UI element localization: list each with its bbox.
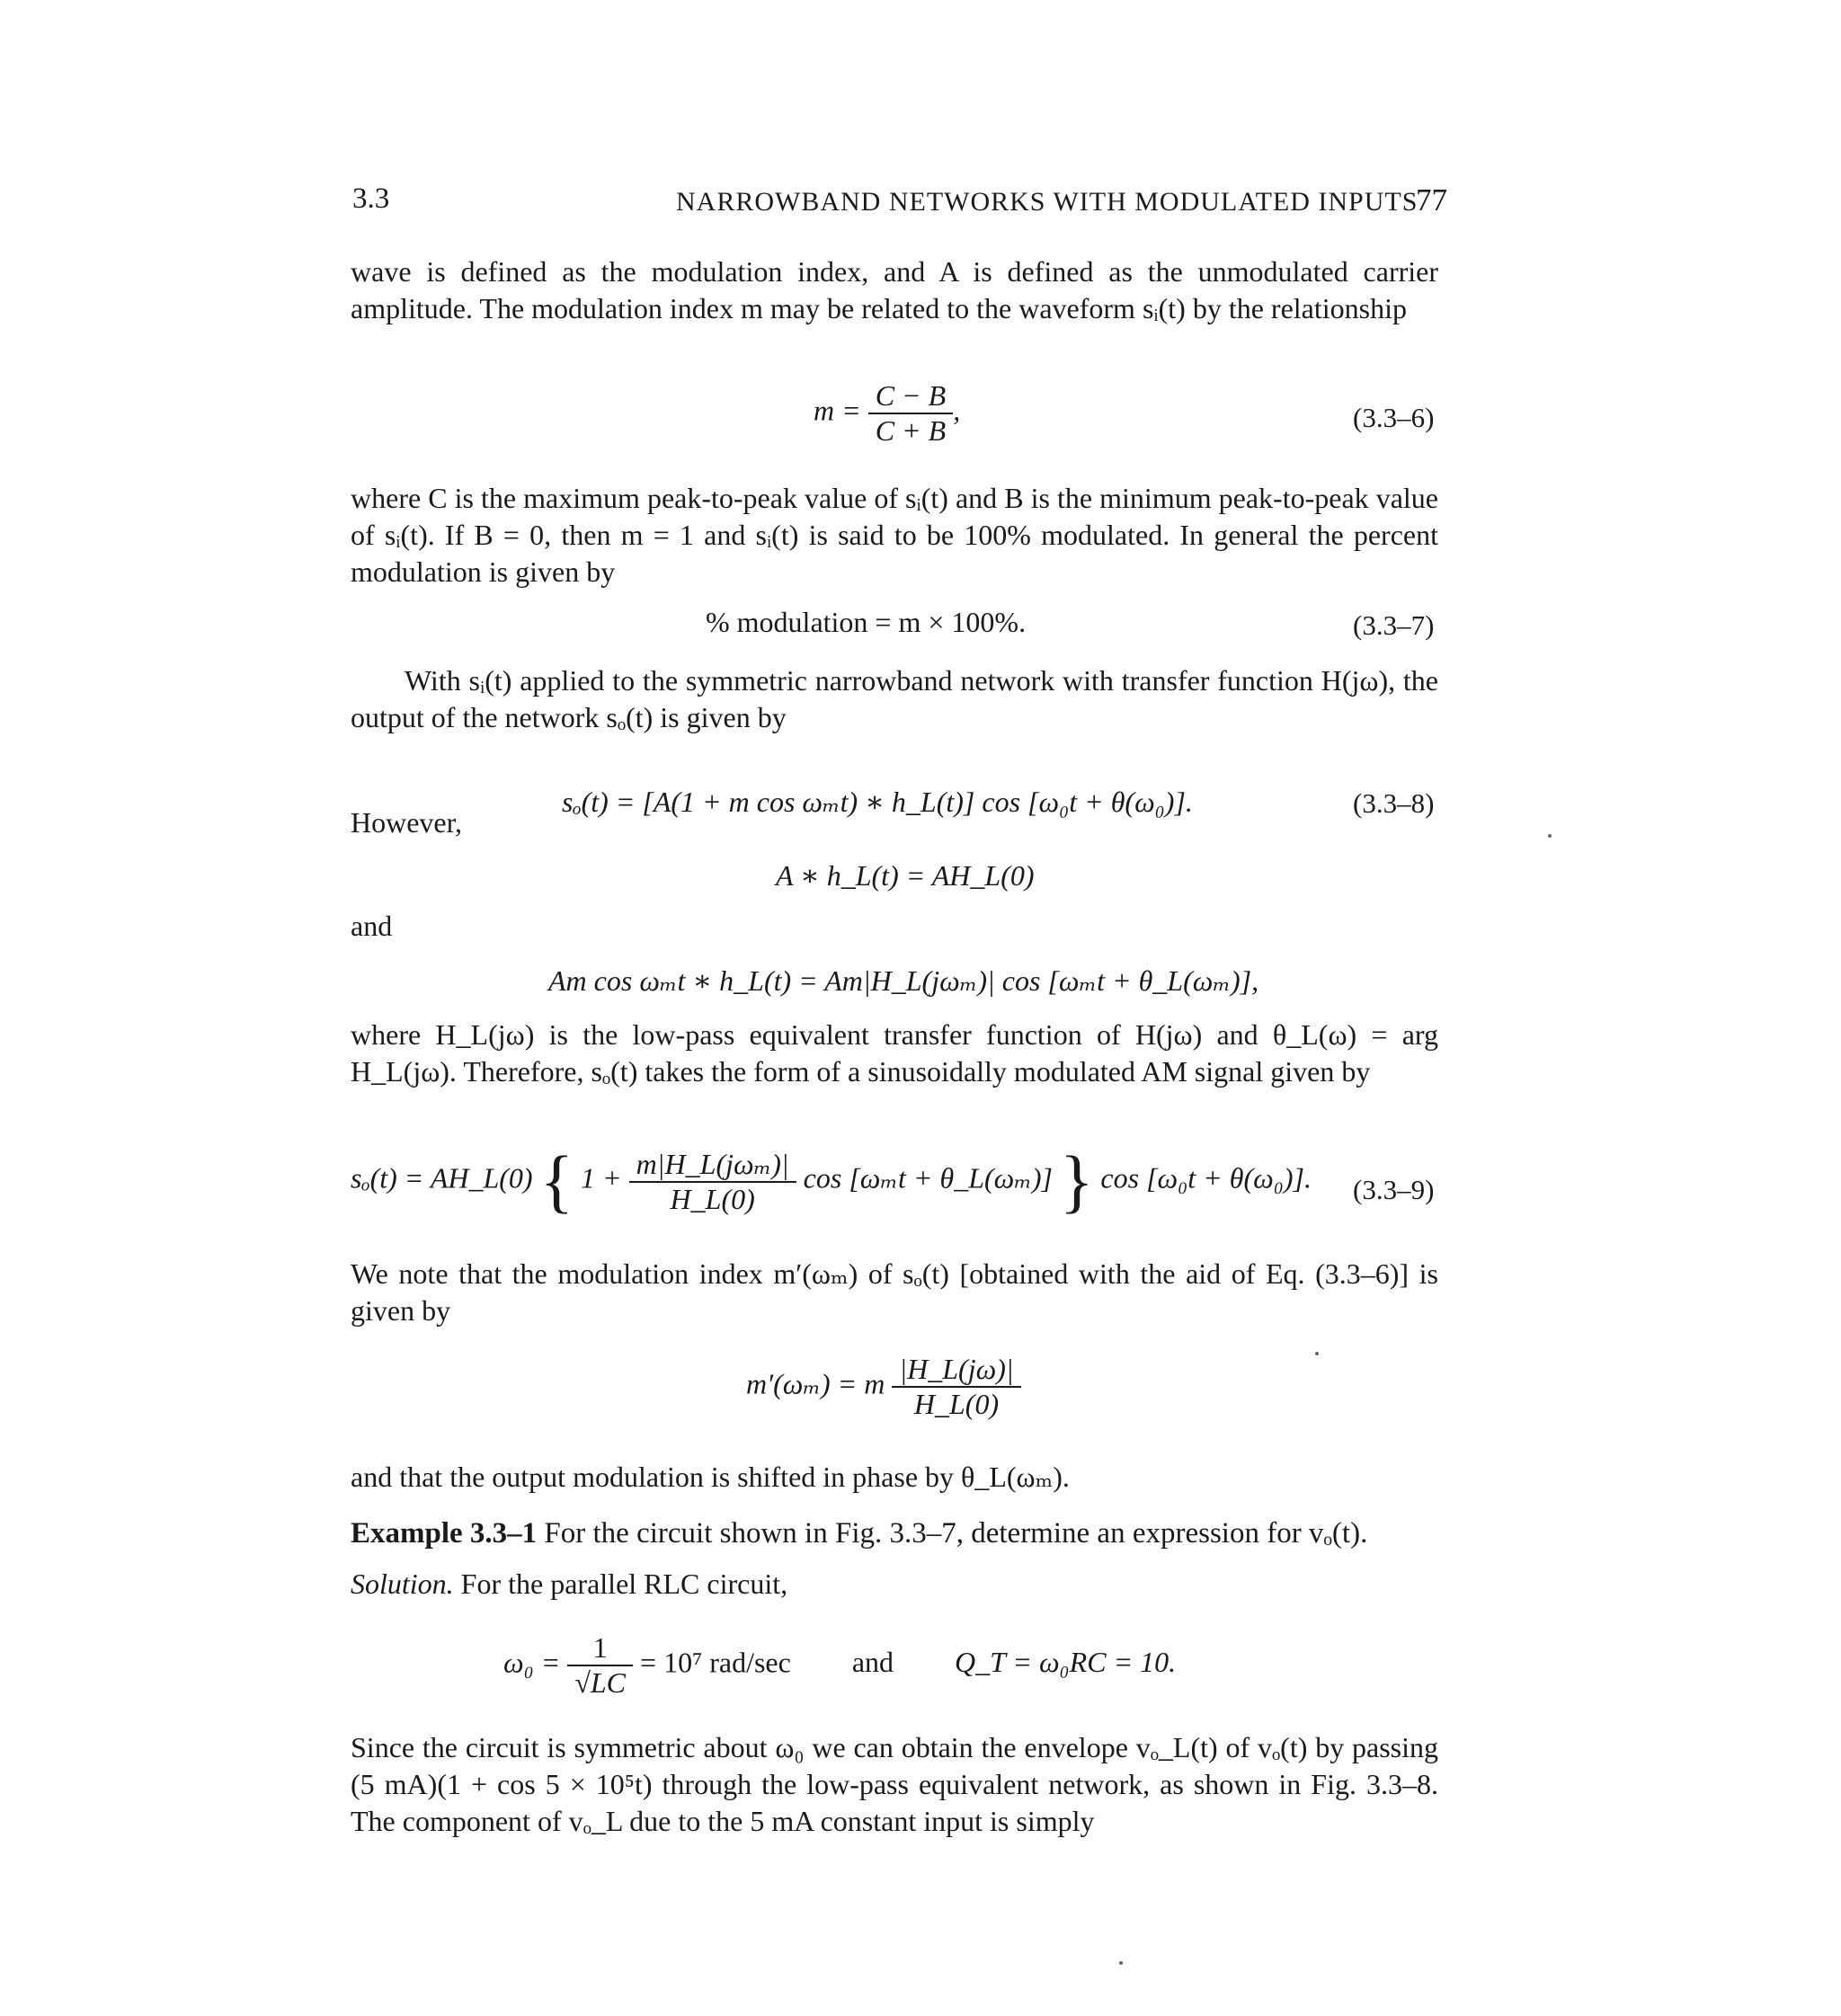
paragraph-network-output: With sᵢ(t) applied to the symmetric narrowband network with transfer function H(jω), the output of the network sₒ(t) is given by — [351, 664, 1438, 733]
eq-quality-factor: Q_T = ω₀RC = 10. — [955, 1646, 1177, 1679]
equation-output-modulation-index — [746, 1353, 1021, 1421]
solution-label: Solution. — [351, 1568, 454, 1600]
fraction-numerator: |H_L(jω)| — [892, 1353, 1020, 1388]
equation-3-3-9 — [351, 1141, 1312, 1220]
paragraph-percent-modulation: where C is the maximum peak-to-peak value of sᵢ(t) and B is the minimum peak-to-peak value of sᵢ(t). If B = 0, then m = 1 and sᵢ(t) is said to be 100% modulated. In general the percent modulation is given by — [351, 482, 1438, 588]
fraction-denominator: H_L(0) — [913, 1388, 1000, 1420]
fraction-numerator: 1 — [567, 1631, 633, 1666]
equation-convolution-dc: A ∗ h_L(t) = AH_L(0) — [776, 859, 1035, 892]
equation-resonant-frequency — [503, 1631, 1176, 1700]
fraction-denominator: C + B — [875, 414, 947, 447]
equation-3-3-6 — [814, 379, 960, 448]
eq-mid: = 10⁷ rad/sec — [640, 1646, 791, 1679]
speck — [1119, 1961, 1123, 1965]
eq-rhs: cos [ω₀t + θ(ω₀)]. — [1100, 1161, 1312, 1195]
paragraph-lowpass-equivalent: where H_L(jω) is the low-pass equivalent transfer function of H(jω) and θ_L(ω) = arg H_L(jω). Therefore, sₒ(t) takes the form of a sinusoidally modulated AM signal given by — [351, 1018, 1438, 1088]
eq-lhs: sₒ(t) = AH_L(0) — [351, 1161, 533, 1195]
page-number: 77 — [1416, 182, 1447, 218]
example-3-3-1 — [351, 1517, 1367, 1550]
fraction — [629, 1147, 796, 1216]
section-number: 3.3 — [352, 182, 390, 215]
fraction — [567, 1631, 633, 1700]
eq-lhs: ω₀ = — [503, 1646, 561, 1679]
speck — [1548, 834, 1552, 838]
equation-number: (3.3–6) — [1353, 402, 1435, 433]
paragraph-modulation-index: wave is defined as the modulation index, and A is defined as the unmodulated carrier amplitude. The modulation index m may be related to the waveform sᵢ(t) by the relationship — [351, 255, 1438, 324]
equation-3-3-8: sₒ(t) = [A(1 + m cos ωₘt) ∗ h_L(t)] cos [ω₀t + θ(ω₀)]. — [562, 786, 1193, 818]
example-text: For the circuit shown in Fig. 3.3–7, determine an expression for vₒ(t). — [544, 1517, 1368, 1550]
fraction — [868, 379, 953, 448]
eq-lhs: m′(ωₘ) = m — [746, 1367, 885, 1400]
text-however: However, — [351, 806, 462, 839]
fraction-numerator: m|H_L(jωₘ)| — [629, 1147, 796, 1183]
eq-and: and — [851, 1646, 894, 1679]
eq-one-plus: 1 + — [581, 1161, 622, 1195]
example-label: Example 3.3–1 — [351, 1517, 538, 1550]
close-brace: } — [1059, 1141, 1094, 1220]
eq-lhs: m = — [814, 394, 861, 427]
speck — [1315, 1352, 1319, 1355]
text-and: and — [351, 910, 393, 942]
paragraph-phase-shift: and that the output modulation is shifted in phase by θ_L(ωₘ). — [351, 1461, 1070, 1493]
equation-number: (3.3–7) — [1353, 609, 1435, 641]
eq-mid: cos [ωₘt + θ_L(ωₘ)] — [803, 1161, 1053, 1195]
equation-number: (3.3–9) — [1353, 1174, 1435, 1205]
equation-number: (3.3–8) — [1353, 787, 1435, 819]
equation-3-3-7: % modulation = m × 100%. — [706, 606, 1027, 638]
fraction — [892, 1353, 1020, 1421]
solution-line — [351, 1568, 787, 1601]
fraction-numerator: C − B — [868, 379, 953, 414]
fraction-denominator: √LC — [574, 1666, 627, 1699]
equation-convolution-ac: Am cos ωₘt ∗ h_L(t) = Am|H_L(jωₘ)| cos [ωₘt + θ_L(ωₘ)], — [548, 964, 1259, 997]
solution-text: For the parallel RLC circuit, — [460, 1568, 788, 1600]
eq-trail: , — [953, 394, 961, 427]
fraction-denominator: H_L(0) — [670, 1182, 755, 1215]
paragraph-envelope: Since the circuit is symmetric about ω₀ we can obtain the envelope vₒ_L(t) of vₒ(t) by passing (5 mA)(1 + cos 5 × 10⁵t) through the low-pass equivalent network, as shown in Fig. 3.3–8. The component of vₒ_L due to the 5 mA constant input is simply — [351, 1731, 1438, 1837]
open-brace: { — [539, 1141, 574, 1220]
paragraph-modulation-index-output: We note that the modulation index m′(ωₘ) of sₒ(t) [obtained with the aid of Eq. (3.3–6)] is given by — [351, 1257, 1438, 1327]
running-title: NARROWBAND NETWORKS WITH MODULATED INPUTS — [676, 187, 1419, 217]
